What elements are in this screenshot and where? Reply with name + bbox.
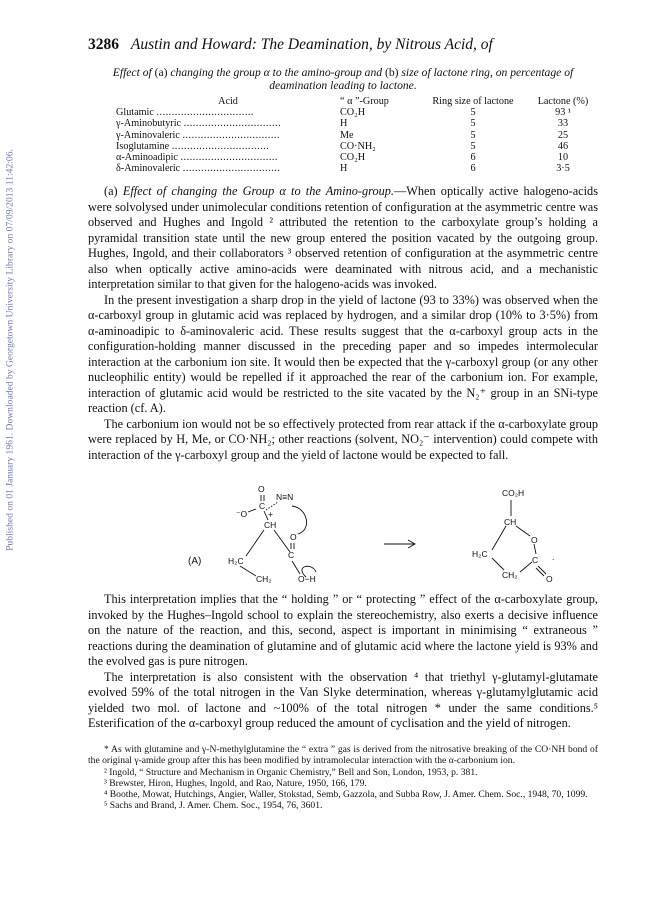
- right-ch2: CH₂: [502, 570, 518, 580]
- left-ch: CH: [264, 520, 277, 530]
- left-ch2: CH₂: [256, 574, 272, 584]
- main-text-lower: [88, 592, 598, 732]
- lactone-cell: 46: [557, 140, 569, 152]
- table-row: [116, 118, 598, 129]
- footnote-4: ⁴ Boothe, Mowat, Hutchings, Angier, Waller, Stokstad, Semb, Gazzola, and Subba Row, J. Amer. Chem. Soc., 1948, 70, 1099.: [104, 789, 588, 801]
- right-ch: CH: [504, 517, 517, 527]
- table-row: [116, 152, 598, 163]
- running-header: [88, 36, 598, 54]
- caption-part1: Effect of: [112, 66, 155, 79]
- footnote-5: ⁵ Sachs and Brand, J. Amer. Chem. Soc., 1954, 76, 3601.: [104, 800, 323, 812]
- table-row: [116, 130, 598, 141]
- paragraph-5: The interpretation is also consistent with the observation ⁴ that triethyl γ-glutamyl-glutamate evolved 59% of the total nitrogen in the Van Slyke determination, whereas γ-glutamylglutamic acid yielded two mol. of lactone and ~100% of the total nitrogen * under the same conditions.⁵ Esterification of the α-carboxyl group reduced the amount of cyclisation and the yield of nitrogen.: [88, 669, 598, 730]
- leader-dots: ................................: [171, 140, 270, 152]
- page-number: 3286: [88, 36, 119, 53]
- table-header-row: [116, 96, 598, 107]
- leader-dots: ................................: [182, 129, 280, 141]
- table-row: [116, 107, 598, 118]
- reaction-scheme: [148, 482, 568, 590]
- paragraph-2: In the present investigation a sharp drop in the yield of lactone (93 to 33%) was observed when the α-carboxyl group in glutamic acid was replaced by hydrogen, and a similar drop (10% to 3·5%) from α-aminoadipic to δ-aminovaleric acid. These results suggest that the α-carboxyl group acts in the configuration-holding manner discussed in the preceding paper and so impedes intermolecular interaction at the carbonium ion site. It would then be expected that the γ-carboxyl group (or any other nucleophilic entity) would be repelled if it approached the rear of the carbonium ion. For example, interaction of glutamic acid would be restricted to the site vacated by the N₂⁺ group in an SNi-type reaction (cf. A).: [88, 292, 598, 415]
- ring-size-cell: 6: [470, 152, 476, 164]
- leader-dots: ................................: [182, 163, 281, 175]
- alpha-group-cell: H: [340, 118, 348, 130]
- lactone-cell: 93 ¹: [555, 107, 571, 119]
- right-dot: .: [552, 552, 555, 562]
- left-oh: O−H: [298, 574, 316, 584]
- caption-part2: changing the group α to the amino-group and: [167, 66, 385, 79]
- download-watermark: [3, 115, 17, 585]
- alpha-group-cell: CO₂H: [340, 152, 366, 164]
- header-ring-size: Ring size of lactone: [432, 96, 514, 107]
- paragraph-3: The carbonium ion would not be so effectively protected from rear attack if the α-carboxylate group were replaced by H, Me, or CO·NH₂; other reactions (solvent, NO₂⁻ intervention) could compete with interaction of the γ-carboxyl group and the yield of lactone would be expected to fall.: [88, 416, 598, 462]
- right-o: O: [531, 535, 538, 545]
- left-plus: +: [268, 509, 273, 519]
- table-row: [116, 141, 598, 152]
- acid-cell: δ-Aminovaleric: [116, 163, 181, 175]
- p1-text: —When optically active halogeno-acids were solvolysed under unimolecular conditions retention of configuration at the asymmetric centre was observed and Hughes and Ingold ² attributed the retention to the carboxylate group’s holding a pyramidal transition state until the new group entered the position vacated by the outgoing group. Hughes, Ingold, and their collaborators ³ observed retention of configuration at the asymmetric centre also when optically active amino-acids were deaminated with nitrous acid, and a mechanistic interpretation similar to that given for the halogeno-acids was invoked.: [88, 184, 598, 291]
- right-c: C: [532, 555, 539, 565]
- footnote-2: ² Ingold, “ Structure and Mechanism in Organic Chemistry,” Bell and Son, London, 1953, p. 381.: [104, 766, 478, 778]
- lactone-cell: 3·5: [556, 163, 570, 175]
- left-o2: O: [290, 532, 297, 542]
- footnote-star: * As with glutamine and γ-N-methylglutamine the “ extra ” gas is derived from the nitrosative breaking of the CO·NH bond of the original γ-amide group after this has been modified by intramolecular interaction with the α-carbonium ion.: [88, 744, 598, 767]
- left-o-minus: ⁻O: [236, 509, 248, 519]
- caption-b: (b): [384, 66, 399, 79]
- ring-size-cell: 5: [470, 118, 476, 130]
- running-title: Austin and Howard: The Deamination, by Nitrous Acid, of: [130, 36, 493, 53]
- footnotes: [88, 744, 598, 812]
- caption-part3: size of lactone ring, on percentage of deamination leading to lactone.: [269, 66, 574, 92]
- alpha-group-cell: H: [340, 163, 348, 175]
- caption-a: (a): [154, 66, 168, 79]
- lactone-cell: 10: [557, 152, 569, 164]
- left-o-top: O: [258, 484, 265, 494]
- ring-size-cell: 5: [470, 140, 476, 152]
- alpha-group-cell: Me: [340, 129, 354, 141]
- leader-dots: ................................: [183, 118, 282, 130]
- acid-cell: α-Aminoadipic: [116, 152, 178, 164]
- lactone-cell: 25: [557, 129, 569, 141]
- header-acid: Acid: [218, 96, 238, 107]
- left-h2c: H₂C: [228, 556, 244, 566]
- right-h2c: H₂C: [472, 549, 488, 559]
- left-c2: C: [288, 550, 295, 560]
- leader-dots: ................................: [180, 152, 278, 164]
- alpha-group-cell: CO₂H: [340, 107, 366, 119]
- main-text-upper: [88, 184, 598, 463]
- right-o2: O: [546, 574, 553, 584]
- leader-dots: ................................: [156, 107, 254, 119]
- acid-cell: Isoglutamine: [116, 140, 170, 152]
- lactone-cell: 33: [557, 118, 569, 130]
- paragraph-4: This interpretation implies that the “ holding ” or “ protecting ” effect of the α-carboxylate group, invoked by the Hughes–Ingold school to explain the stereochemistry, also exerts a decisive influence on the nature of the reaction, and this, second, aspect is important in minimising “ extraneous ” reactions during the deamination of glutamine and of glutamic acid where the lactone yield is 93% and the evolved gas is pure nitrogen.: [88, 592, 598, 668]
- scheme-label: (A): [188, 556, 202, 567]
- p1-lead: (a): [104, 184, 123, 198]
- p1-title: Effect of changing the Group α to the Amino-group.: [122, 184, 394, 198]
- left-nn: N≡N: [276, 492, 294, 502]
- right-co2h: CO₂H: [502, 488, 525, 498]
- table-row: [116, 163, 598, 174]
- header-alpha-group: “ α ”-Group: [340, 96, 389, 107]
- ring-size-cell: 5: [470, 129, 476, 141]
- watermark-text: Published on 01 January 1961. Downloaded by Georgetown University Library on 07/09/2013 11:42:06.: [4, 149, 16, 551]
- ring-size-cell: 5: [470, 107, 476, 119]
- acid-cell: γ-Aminobutyric: [116, 118, 182, 130]
- ring-size-cell: 6: [470, 163, 476, 175]
- header-lactone: Lactone (%): [537, 96, 589, 107]
- left-c: C: [259, 501, 266, 511]
- alpha-group-cell: CO·NH₂: [340, 140, 376, 152]
- acid-cell: Glutamic: [116, 107, 154, 119]
- lactone-table: [116, 96, 598, 174]
- footnote-3: ³ Brewster, Hiron, Hughes, Ingold, and Rao, Nature, 1950, 166, 179.: [104, 777, 367, 789]
- acid-cell: γ-Aminovaleric: [116, 129, 180, 141]
- paragraph-1: [88, 184, 598, 293]
- table-caption: [96, 66, 590, 92]
